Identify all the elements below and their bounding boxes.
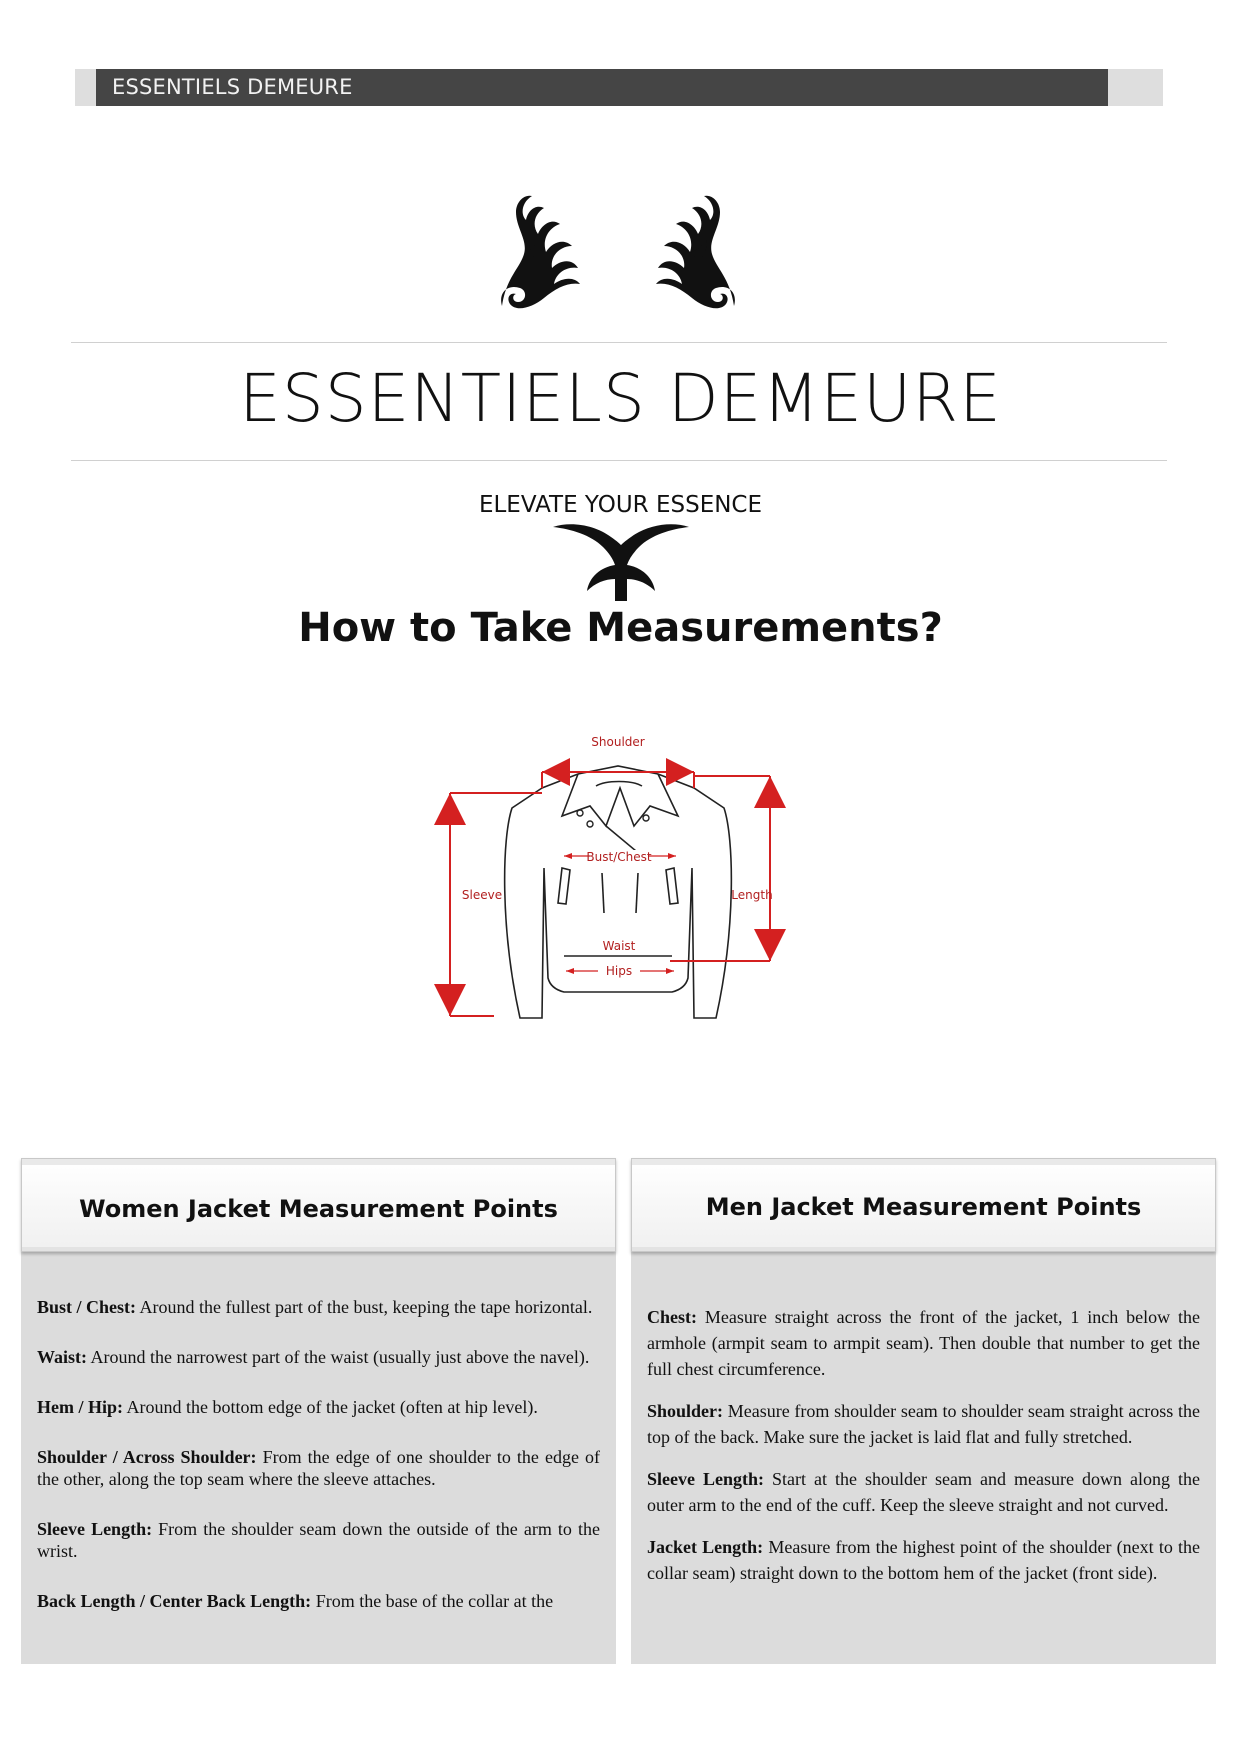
jacket-body	[505, 766, 732, 1018]
length-arrow-top	[754, 776, 786, 808]
list-item: Hem / Hip: Around the bottom edge of the jacket (often at hip level).	[37, 1397, 538, 1417]
brand-title: ESSENTIELS DEMEURE	[239, 360, 1002, 437]
list-item: Waist: Around the narrowest part of the waist (usually just above the navel).	[37, 1347, 590, 1367]
men-panel-header	[631, 1158, 1216, 1252]
list-item: Shoulder / Across Shoulder: From the edge of one shoulder to the edge of the other, along the top seam where the sleeve attaches.	[37, 1447, 600, 1489]
jacket-measurement-diagram	[430, 688, 810, 1028]
label-bust: Bust/Chest	[586, 850, 652, 864]
list-item: Shoulder: Measure from shoulder seam to shoulder seam straight across the top of the back. Make sure the jacket is laid flat and fully stretched.	[647, 1401, 1200, 1447]
label-waist: Waist	[602, 939, 636, 953]
women-panel-header	[21, 1158, 616, 1252]
women-points-list	[37, 1296, 600, 1622]
women-panel-title: Women Jacket Measurement Points	[79, 1195, 558, 1223]
women-measurements-panel	[21, 1158, 616, 1664]
label-sleeve: Sleeve	[461, 888, 503, 902]
divider-bottom	[71, 460, 1167, 461]
length-arrow-bottom	[754, 929, 786, 961]
page-heading: How to Take Measurements?	[298, 605, 943, 651]
fleur-ornament-icon	[551, 521, 691, 603]
list-item: Sleeve Length: From the shoulder seam down the outside of the arm to the wrist.	[37, 1519, 600, 1561]
men-measurements-panel	[631, 1158, 1216, 1664]
list-item: Back Length / Center Back Length: From the base of the collar at the	[37, 1591, 554, 1611]
list-item: Chest: Measure straight across the front of the jacket, 1 inch below the armhole (armpit seam to armpit seam). Then double that number to get the full chest circumference.	[647, 1307, 1200, 1379]
sleeve-arrow-top	[434, 793, 466, 825]
list-item: Sleeve Length: Start at the shoulder seam and measure down along the outer arm to the end of the cuff. Keep the sleeve straight and not curved.	[647, 1469, 1200, 1515]
sleeve-arrow-bottom	[434, 984, 466, 1016]
label-length: Length	[731, 888, 773, 902]
men-points-list	[647, 1304, 1200, 1602]
header-bar	[96, 69, 1108, 106]
tagline: ELEVATE YOUR ESSENCE	[478, 492, 763, 518]
divider-top	[71, 342, 1167, 343]
flourish-ornament-icon	[498, 188, 738, 318]
label-shoulder: Shoulder	[591, 735, 645, 749]
men-panel-title: Men Jacket Measurement Points	[705, 1193, 1142, 1221]
label-hips: Hips	[605, 964, 633, 978]
list-item: Jacket Length: Measure from the highest point of the shoulder (next to the collar seam) straight down to the bottom hem of the jacket (front side).	[647, 1537, 1200, 1583]
list-item: Bust / Chest: Around the fullest part of the bust, keeping the tape horizontal.	[37, 1297, 593, 1317]
header-brand: ESSENTIELS DEMEURE	[112, 75, 353, 99]
